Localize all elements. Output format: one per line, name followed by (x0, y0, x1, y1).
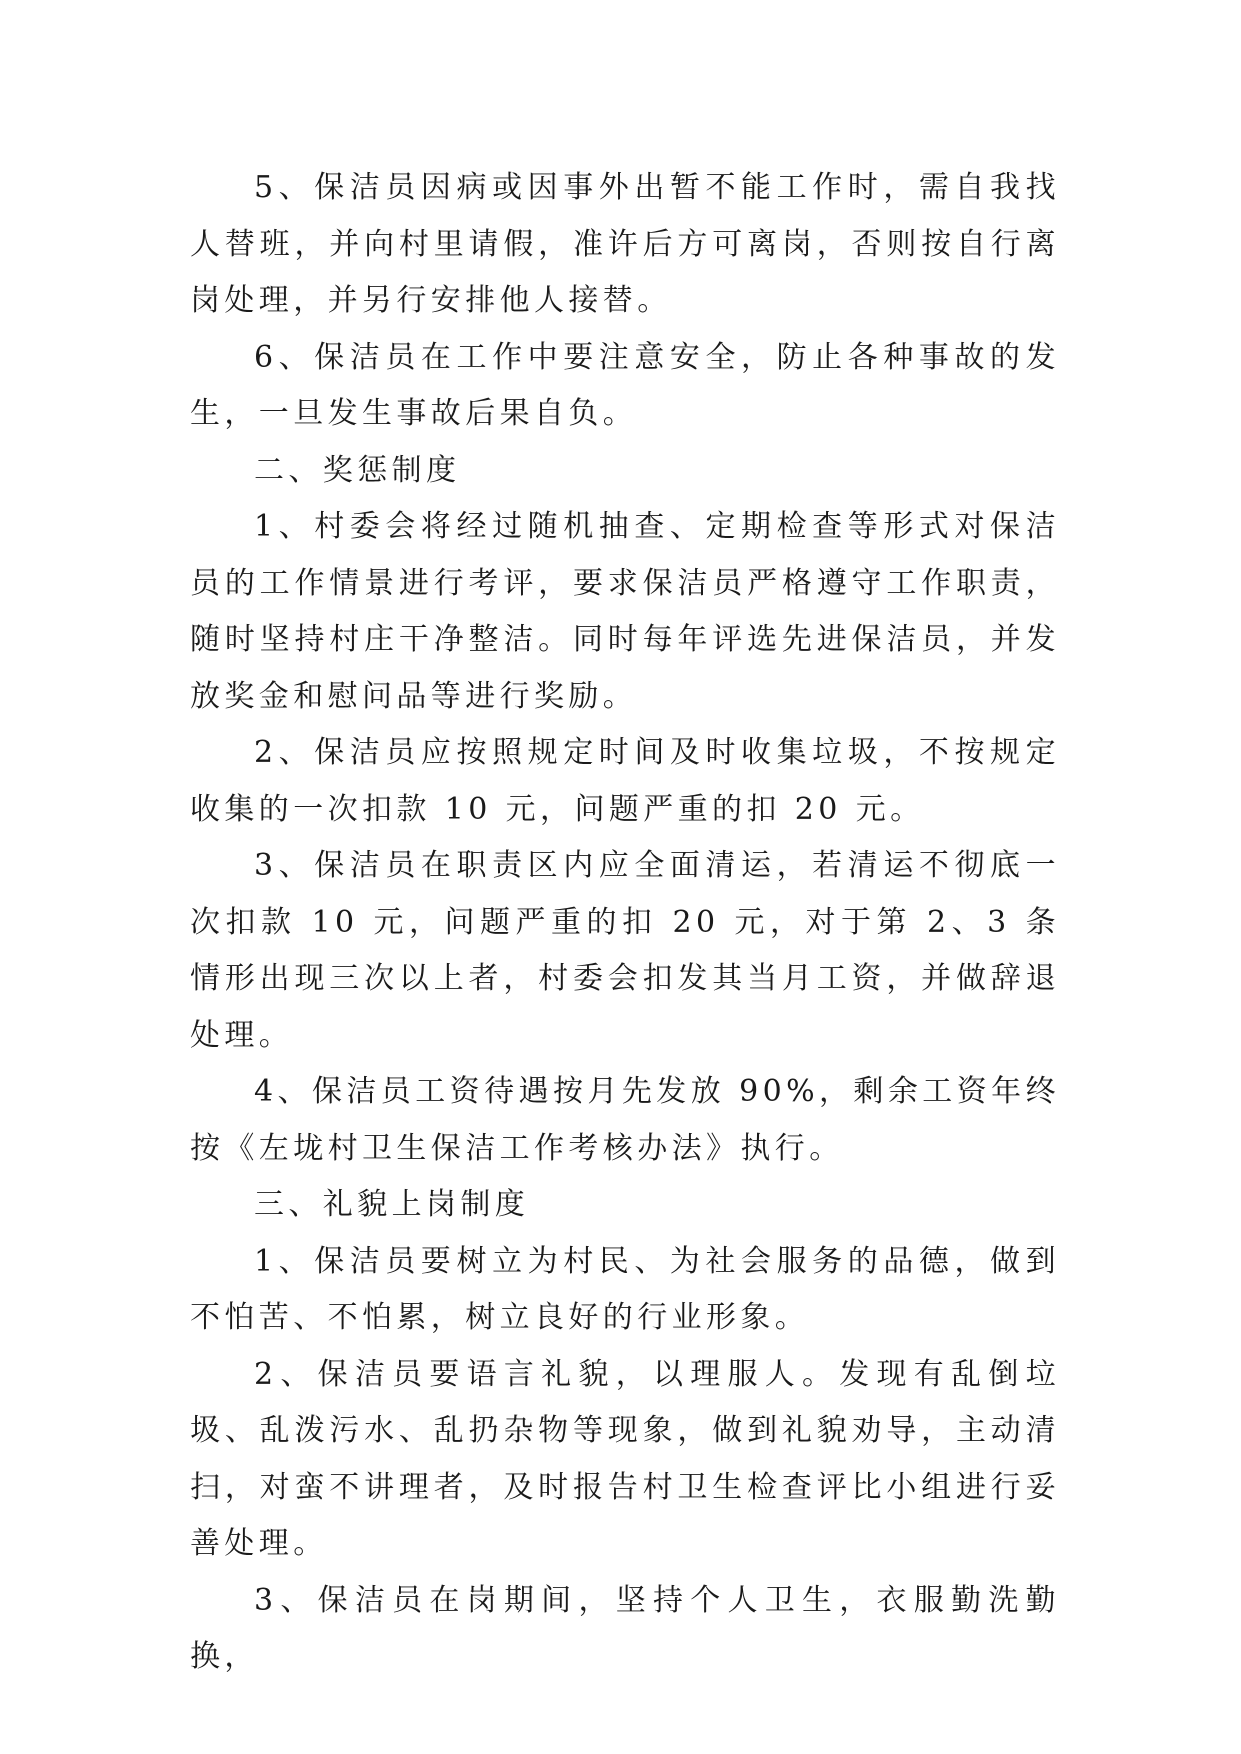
paragraph-courtesy-1: 1、保洁员要树立为村民、为社会服务的品德，做到不怕苦、不怕累，树立良好的行业形象。 (190, 1243, 1060, 1335)
paragraph-item-5: 5、保洁员因病或因事外出暂不能工作时，需自我找人替班，并向村里请假，准许后方可离岗，否则按自行离岗处理，并另行安排他人接替。 (190, 170, 1060, 318)
paragraph-rewards-3: 3、保洁员在职责区内应全面清运，若清运不彻底一次扣款 10 元，问题严重的扣 20 元，对于第 2、3 条情形出现三次以上者，村委会扣发其当月工资，并做辞退处理。 (190, 848, 1060, 1053)
paragraph-item-6: 6、保洁员在工作中要注意安全，防止各种事故的发生，一旦发生事故后果自负。 (190, 339, 1060, 431)
section-heading-courtesy: 三、礼貌上岗制度 (254, 1187, 530, 1222)
paragraph-courtesy-2: 2、保洁员要语言礼貌，以理服人。发现有乱倒垃圾、乱泼污水、乱扔杂物等现象，做到礼貌劝导，主动清扫，对蛮不讲理者，及时报告村卫生检查评比小组进行妥善处理。 (190, 1356, 1060, 1561)
document-body (190, 160, 1060, 1686)
paragraph-rewards-2: 2、保洁员应按照规定时间及时收集垃圾，不按规定收集的一次扣款 10 元，问题严重的扣 20 元。 (190, 735, 1060, 827)
paragraph-rewards-4: 4、保洁员工资待遇按月先发放 90%，剩余工资年终按《左垅村卫生保洁工作考核办法》执行。 (190, 1074, 1060, 1166)
section-heading-rewards-penalties: 二、奖惩制度 (254, 452, 461, 488)
paragraph-rewards-1: 1、村委会将经过随机抽查、定期检查等形式对保洁员的工作情景进行考评，要求保洁员严格遵守工作职责，随时坚持村庄干净整洁。同时每年评选先进保洁员，并发放奖金和慰问品等进行奖励。 (190, 509, 1060, 714)
paragraph-courtesy-3: 3、保洁员在岗期间，坚持个人卫生，衣服勤洗勤换， (190, 1582, 1060, 1674)
